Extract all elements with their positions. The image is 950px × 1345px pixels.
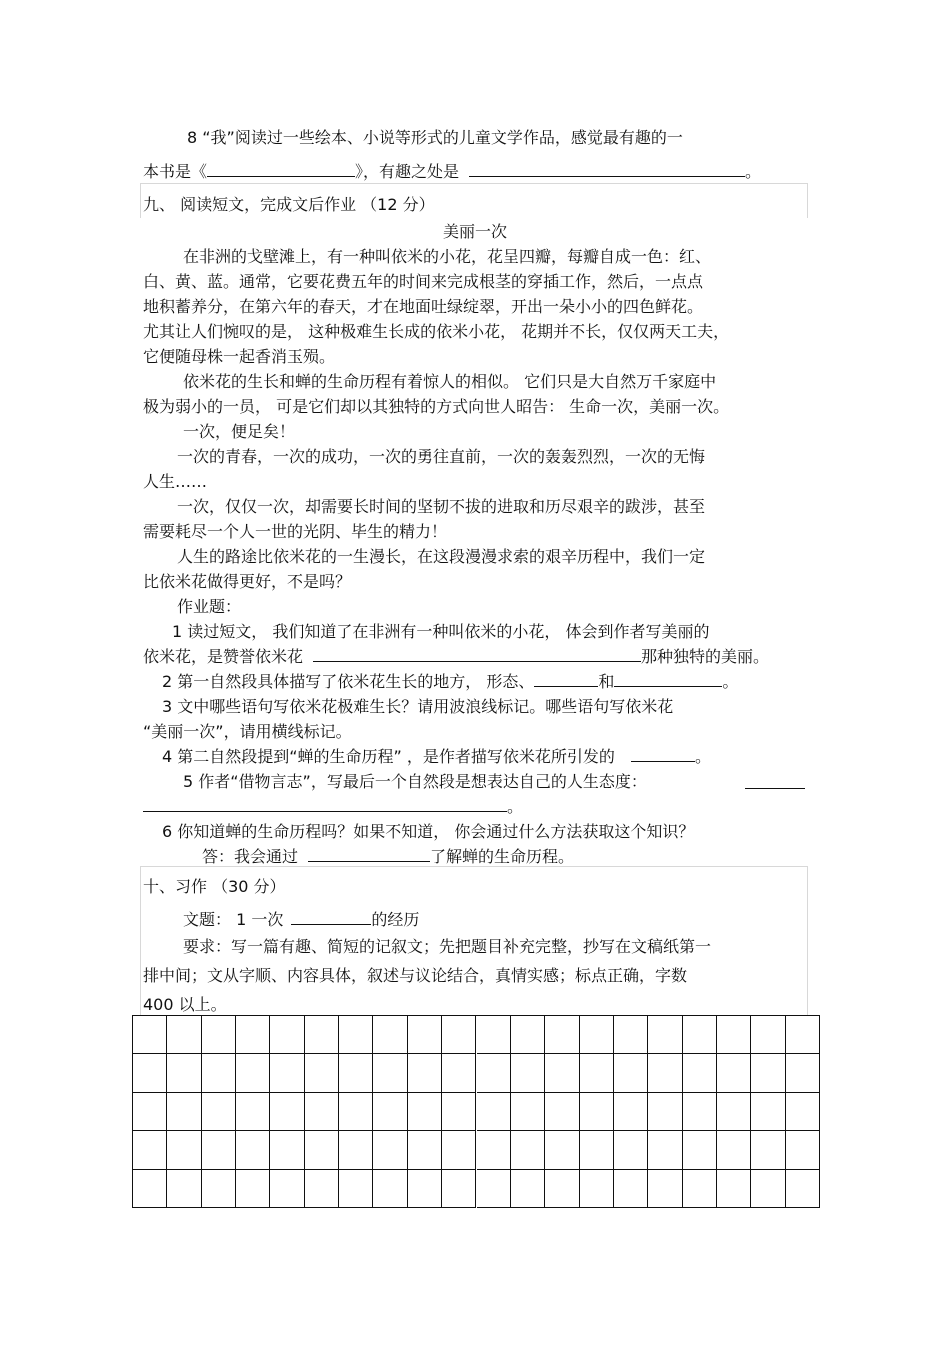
grid-cell[interactable] (751, 1170, 785, 1208)
grid-cell[interactable] (373, 1131, 407, 1169)
grid-cell[interactable] (236, 1054, 270, 1092)
grid-cell[interactable] (442, 1131, 476, 1169)
grid-cell[interactable] (305, 1054, 339, 1092)
topic-blank[interactable] (291, 907, 371, 925)
grid-cell[interactable] (614, 1131, 648, 1169)
q2-and: 和 (598, 672, 615, 691)
grid-cell[interactable] (717, 1016, 751, 1054)
grid-cell[interactable] (305, 1170, 339, 1208)
q6-answer-prefix: 答：我会通过 (202, 847, 299, 866)
q8-book-blank[interactable] (207, 159, 355, 177)
passage-title: 美丽一次 (442, 222, 507, 241)
grid-cell[interactable] (408, 1054, 442, 1092)
grid-cell[interactable] (545, 1131, 579, 1169)
q1-line2 (143, 644, 769, 669)
grid-cell[interactable] (236, 1131, 270, 1169)
grid-cell[interactable] (683, 1170, 717, 1208)
grid-cell[interactable] (545, 1093, 579, 1131)
passage-line: 极为弱小的一员， 可是它们却以其独特的方式向世人昭告： 生命一次，美丽一次。 (143, 397, 730, 416)
q2-blank-2[interactable] (614, 669, 722, 687)
grid-cell[interactable] (751, 1016, 785, 1054)
q3-line1: 3 文中哪些语句写依米花极难生长？请用波浪线标记。哪些语句写依米花 (162, 697, 674, 716)
q1-line1: 1 读过短文， 我们知道了在非洲有一种叫依米的小花， 体会到作者写美丽的 (172, 622, 710, 641)
grid-cell[interactable] (751, 1093, 785, 1131)
grid-cell[interactable] (133, 1093, 167, 1131)
grid-cell[interactable] (648, 1093, 682, 1131)
grid-cell[interactable] (477, 1016, 511, 1054)
grid-cell[interactable] (545, 1016, 579, 1054)
passage-line: 一次，仅仅一次，却需要长时间的坚韧不拔的进取和历尽艰辛的跋涉，甚至 (177, 497, 706, 516)
requirement-line: 要求：写一篇有趣、简短的记叙文；先把题目补充完整，抄写在文稿纸第一 (183, 937, 712, 956)
grid-cell[interactable] (339, 1170, 373, 1208)
grid-cell[interactable] (511, 1131, 545, 1169)
grid-cell[interactable] (442, 1054, 476, 1092)
grid-cell[interactable] (648, 1131, 682, 1169)
grid-cell[interactable] (717, 1093, 751, 1131)
section10-heading: 十、习作 （30 分） (143, 877, 286, 896)
passage-line: 一次，便足矣！ (183, 422, 296, 441)
grid-cell[interactable] (202, 1170, 236, 1208)
grid-cell[interactable] (373, 1016, 407, 1054)
grid-cell[interactable] (717, 1131, 751, 1169)
grid-cell[interactable] (683, 1054, 717, 1092)
passage-line: 依米花的生长和蝉的生命历程有着惊人的相似。 它们只是大自然万千家庭中 (183, 372, 717, 391)
grid-cell[interactable] (477, 1170, 511, 1208)
grid-cell[interactable] (717, 1054, 751, 1092)
q8-line2 (143, 159, 761, 184)
grid-cell[interactable] (202, 1093, 236, 1131)
grid-cell[interactable] (683, 1093, 717, 1131)
passage-line: 地积蓄养分，在第六年的春天，才在地面吐绿绽翠，开出一朵小小的四色鲜花。 (143, 297, 704, 316)
grid-cell[interactable] (408, 1170, 442, 1208)
grid-cell[interactable] (373, 1093, 407, 1131)
q5-line1: 5 作者“借物言志”，写最后一个自然段是想表达自己的人生态度： (183, 772, 647, 791)
grid-cell[interactable] (786, 1170, 820, 1208)
q1-blank[interactable] (313, 644, 641, 662)
grid-cell[interactable] (786, 1054, 820, 1092)
grid-cell[interactable] (580, 1170, 614, 1208)
grid-cell[interactable] (373, 1054, 407, 1092)
grid-cell[interactable] (751, 1131, 785, 1169)
grid-cell[interactable] (305, 1016, 339, 1054)
requirement-line: 400 以上。 (143, 995, 227, 1014)
grid-cell[interactable] (614, 1093, 648, 1131)
grid-cell[interactable] (683, 1016, 717, 1054)
grid-cell[interactable] (477, 1093, 511, 1131)
q1-prefix: 依米花，是赞誉依米花 (143, 647, 304, 666)
grid-cell[interactable] (408, 1131, 442, 1169)
q6-line1: 6 你知道蝉的生命历程吗？如果不知道， 你会通过什么方法获取这个知识？ (162, 822, 695, 841)
grid-cell[interactable] (442, 1016, 476, 1054)
grid-cell[interactable] (648, 1170, 682, 1208)
passage-line: 尤其让人们惋叹的是， 这种极难生长成的依米小花， 花期并不长，仅仅两天工夫， (143, 322, 730, 341)
grid-cell[interactable] (133, 1054, 167, 1092)
grid-cell[interactable] (408, 1093, 442, 1131)
q5-blank-2[interactable] (143, 794, 507, 812)
passage-line: 白、黄、蓝。通常，它要花费五年的时间来完成根茎的穿插工作，然后，一点点 (143, 272, 704, 291)
topic-prefix: 文题： 1 一次 (183, 910, 284, 929)
q3-line2: “美丽一次”，请用横线标记。 (143, 722, 352, 741)
grid-cell[interactable] (580, 1054, 614, 1092)
grid-cell[interactable] (167, 1093, 201, 1131)
grid-cell[interactable] (580, 1016, 614, 1054)
grid-cell[interactable] (683, 1131, 717, 1169)
q2-prefix: 2 第一自然段具体描写了依米花生长的地方， 形态、 (162, 672, 535, 691)
grid-cell[interactable] (202, 1016, 236, 1054)
grid-cell[interactable] (545, 1170, 579, 1208)
q1-suffix: 那种独特的美丽。 (641, 647, 770, 666)
q2-blank-1[interactable] (534, 669, 598, 687)
requirement-line: 排中间；文从字顺、内容具体，叙述与议论结合，真情实感；标点正确，字数 (143, 966, 688, 985)
grid-cell[interactable] (167, 1016, 201, 1054)
grid-cell[interactable] (614, 1054, 648, 1092)
grid-cell[interactable] (511, 1093, 545, 1131)
writing-grid[interactable] (132, 1015, 820, 1208)
q5-line2 (143, 794, 523, 819)
passage-line: 它便随母株一起香消玉殒。 (143, 347, 336, 366)
grid-cell[interactable] (270, 1170, 304, 1208)
q6-answer-suffix: 了解蝉的生命历程。 (430, 847, 575, 866)
grid-cell[interactable] (270, 1093, 304, 1131)
grid-cell[interactable] (442, 1093, 476, 1131)
grid-cell[interactable] (236, 1016, 270, 1054)
passage-line: 人生…… (143, 472, 208, 491)
passage-line: 需要耗尽一个人一世的光阴、毕生的精力！ (143, 522, 448, 541)
grid-cell[interactable] (717, 1170, 751, 1208)
grid-cell[interactable] (339, 1131, 373, 1169)
q4-prefix: 4 第二自然段提到“蝉的生命历程” ，是作者描写依米花所引发的 (162, 747, 615, 766)
grid-cell[interactable] (442, 1170, 476, 1208)
q8-mid: 》，有趣之处是 (355, 162, 460, 181)
q2-line (162, 669, 738, 694)
grid-cell[interactable] (305, 1093, 339, 1131)
grid-cell[interactable] (270, 1131, 304, 1169)
grid-cell[interactable] (270, 1016, 304, 1054)
q8-end: 。 (745, 162, 762, 181)
grid-cell[interactable] (477, 1131, 511, 1169)
grid-cell[interactable] (133, 1170, 167, 1208)
grid-cell[interactable] (786, 1016, 820, 1054)
q4-line (162, 744, 711, 769)
grid-cell[interactable] (545, 1054, 579, 1092)
q2-end: 。 (722, 672, 739, 691)
grid-cell[interactable] (236, 1093, 270, 1131)
grid-cell[interactable] (339, 1054, 373, 1092)
grid-cell[interactable] (236, 1170, 270, 1208)
grid-cell[interactable] (133, 1016, 167, 1054)
passage-line: 一次的青春，一次的成功，一次的勇往直前，一次的轰轰烈烈，一次的无悔 (177, 447, 706, 466)
grid-cell[interactable] (648, 1016, 682, 1054)
grid-cell[interactable] (339, 1093, 373, 1131)
q5-blank-1[interactable] (745, 771, 805, 789)
passage-line: 在非洲的戈壁滩上，有一种叫依米的小花，花呈四瓣，每瓣自成一色：红、 (183, 247, 712, 266)
grid-cell[interactable] (202, 1131, 236, 1169)
grid-cell[interactable] (614, 1016, 648, 1054)
q8-interest-blank[interactable] (469, 159, 745, 177)
grid-cell[interactable] (580, 1093, 614, 1131)
grid-cell[interactable] (580, 1131, 614, 1169)
section9-heading: 九、 阅读短文，完成文后作业 （12 分） (143, 195, 435, 214)
q4-blank[interactable] (631, 744, 695, 762)
grid-cell[interactable] (202, 1054, 236, 1092)
passage-line: 比依米花做得更好，不是吗？ (143, 572, 352, 591)
grid-cell[interactable] (339, 1016, 373, 1054)
grid-cell[interactable] (648, 1054, 682, 1092)
essay-topic (183, 907, 419, 932)
grid-cell[interactable] (786, 1093, 820, 1131)
q8-line1: 8 “我”阅读过一些绘本、小说等形式的儿童文学作品，感觉最有趣的一 (187, 128, 683, 147)
grid-cell[interactable] (167, 1131, 201, 1169)
grid-cell[interactable] (511, 1054, 545, 1092)
q4-end: 。 (694, 747, 711, 766)
grid-cell[interactable] (786, 1131, 820, 1169)
grid-cell[interactable] (167, 1170, 201, 1208)
grid-cell[interactable] (167, 1054, 201, 1092)
grid-cell[interactable] (408, 1016, 442, 1054)
grid-cell[interactable] (305, 1131, 339, 1169)
topic-suffix: 的经历 (371, 910, 420, 929)
q5-end: 。 (507, 797, 524, 816)
grid-cell[interactable] (751, 1054, 785, 1092)
grid-cell[interactable] (373, 1170, 407, 1208)
grid-cell[interactable] (133, 1131, 167, 1169)
homework-label: 作业题： (177, 597, 242, 616)
q8-prefix: 本书是《 (143, 162, 208, 181)
grid-cell[interactable] (614, 1170, 648, 1208)
grid-cell[interactable] (511, 1016, 545, 1054)
grid-cell[interactable] (511, 1170, 545, 1208)
q6-blank[interactable] (308, 844, 430, 862)
grid-cell[interactable] (477, 1054, 511, 1092)
passage-line: 人生的路途比依米花的一生漫长，在这段漫漫求索的艰辛历程中，我们一定 (177, 547, 706, 566)
grid-cell[interactable] (270, 1054, 304, 1092)
